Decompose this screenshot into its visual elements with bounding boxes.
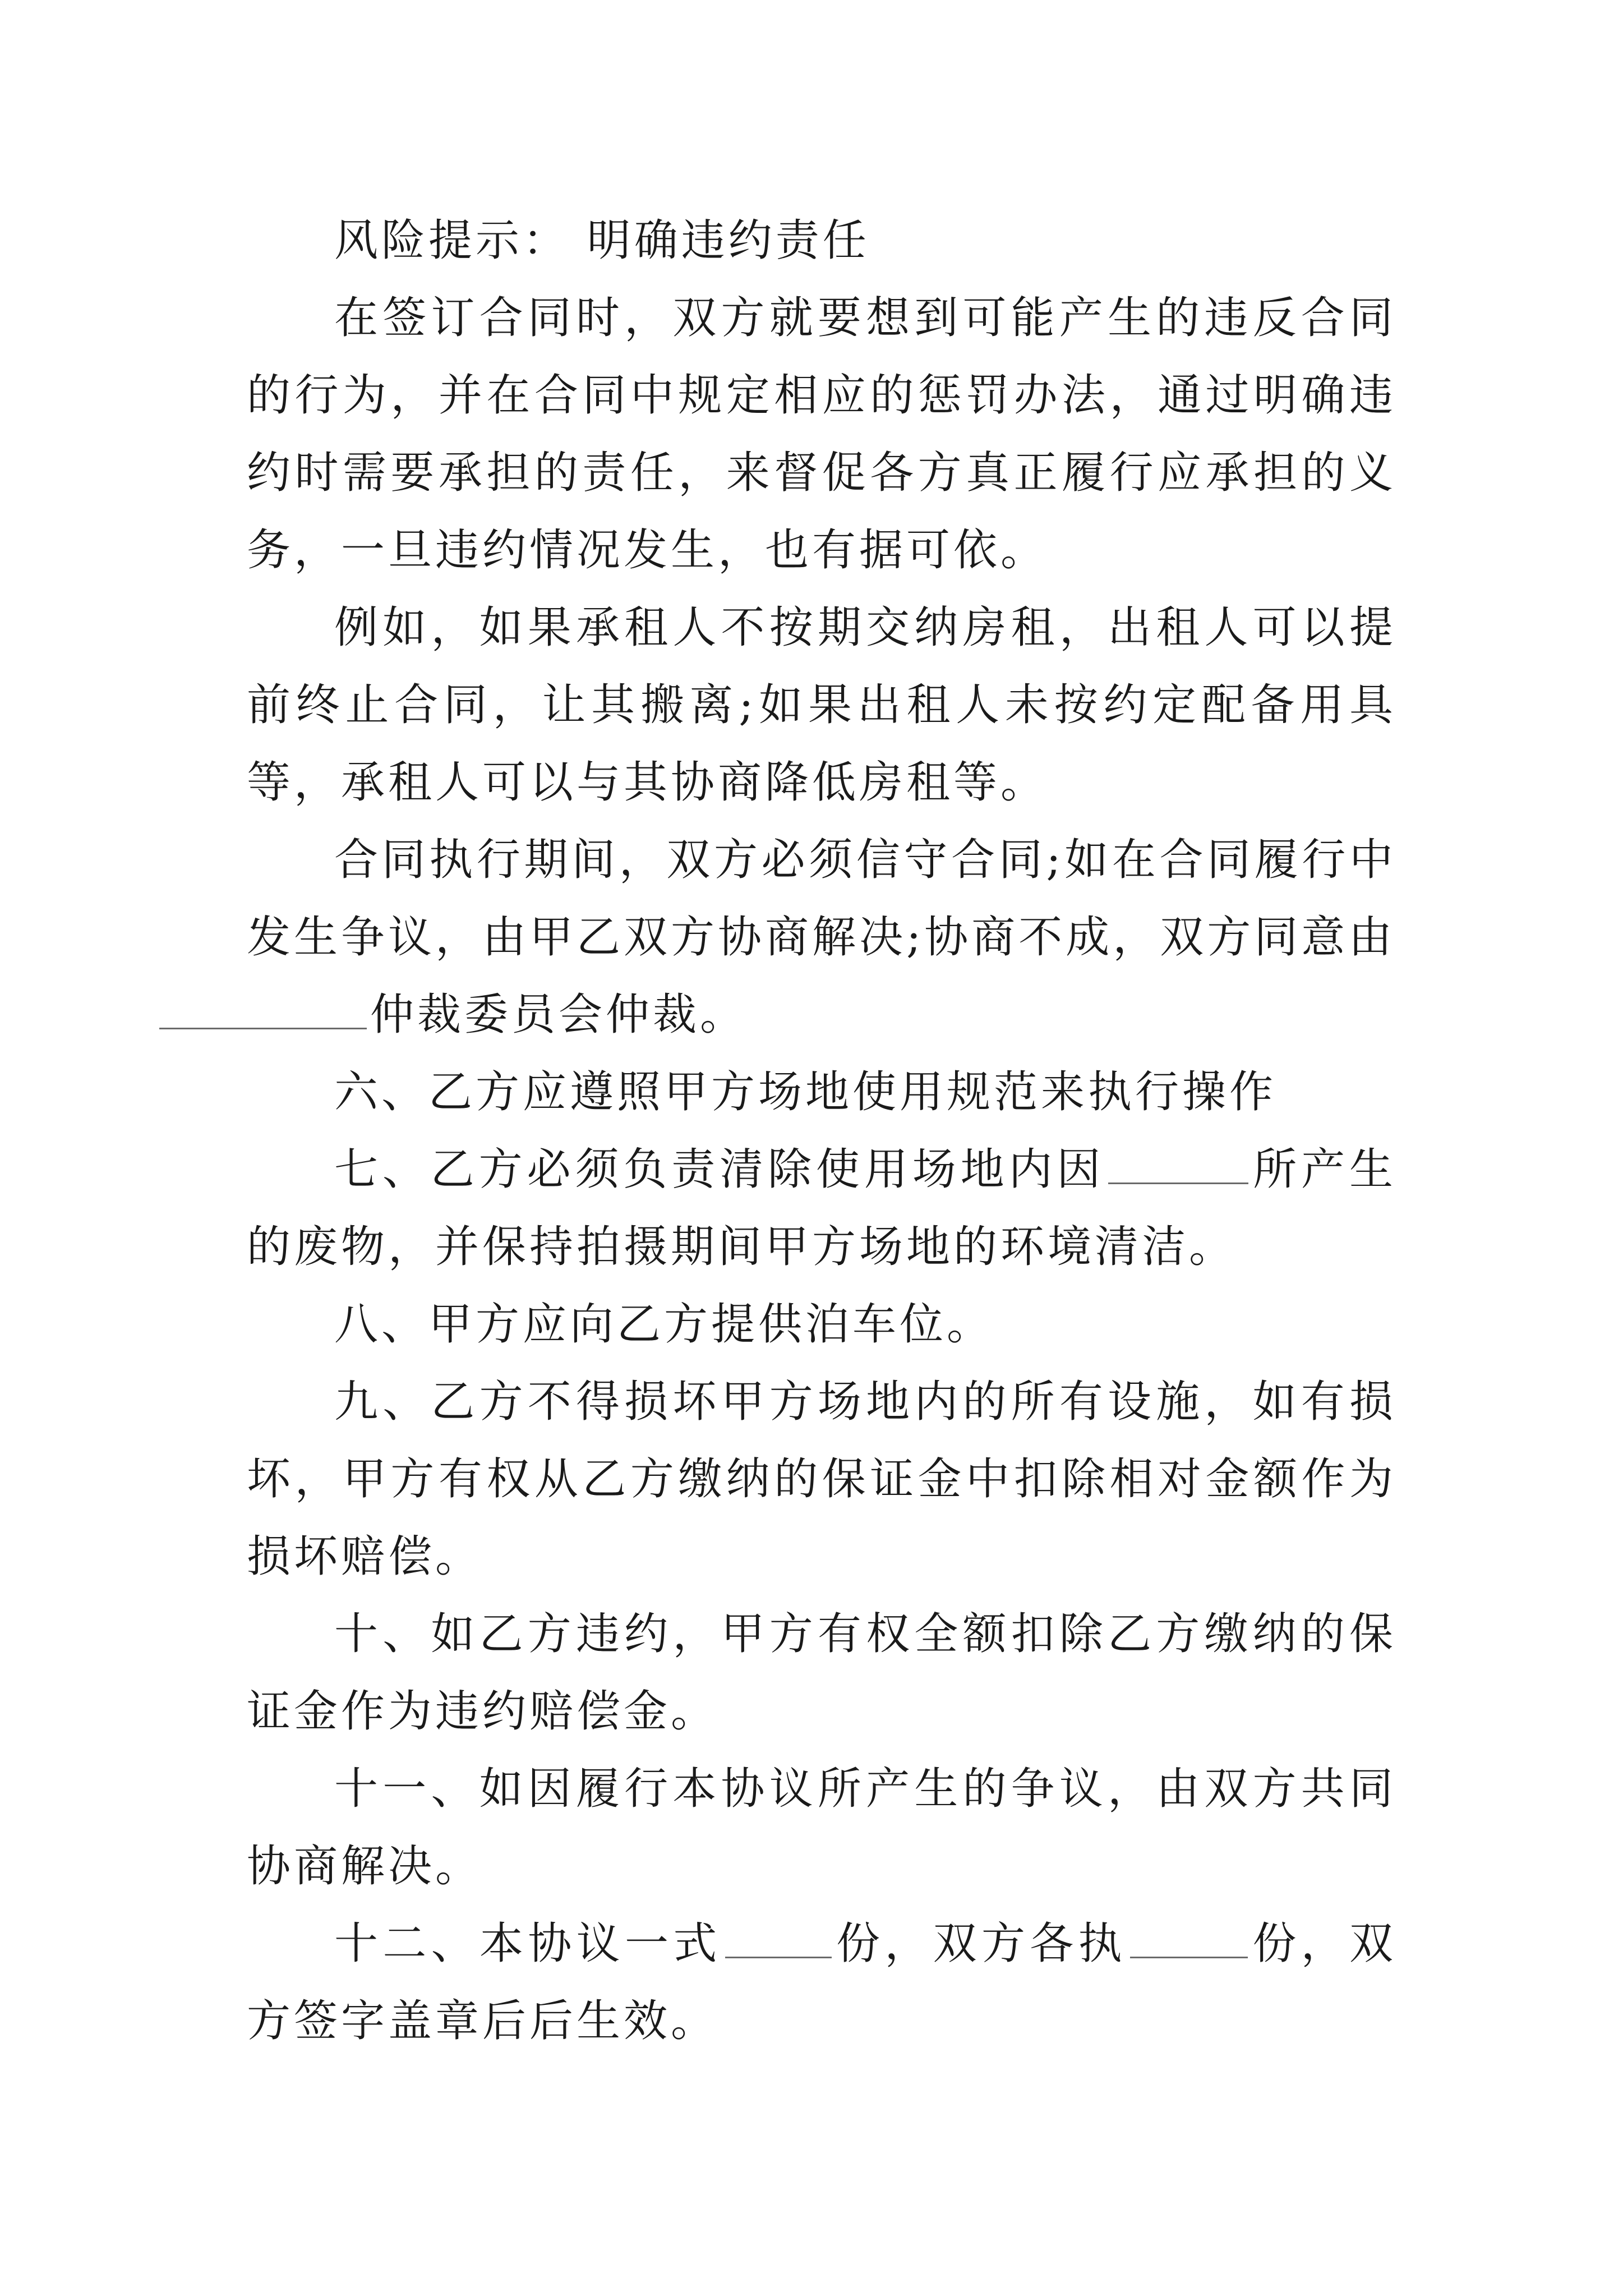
- paragraph-contract-execution-tail: 仲裁委员会仲裁。: [370, 990, 748, 1040]
- copies-total-blank[interactable]: [725, 1917, 832, 1958]
- paragraph-contract-execution: [247, 821, 1396, 1053]
- clause-6: 六、乙方应遵照甲方场地使用规范来执行操作: [334, 1067, 1277, 1117]
- clause-12: [247, 1905, 1396, 2060]
- clause-11: 十一、如因履行本协议所产生的争议，由双方共同协商解决。: [247, 1764, 1396, 1892]
- clause-8: 八、甲方应向乙方提供泊车位。: [334, 1299, 994, 1350]
- clause-12-text-start: 十二、本协议一式: [334, 1918, 722, 1969]
- clause-7-text-end: 所产生的废物，并保持拍摄期间甲方场地的环境清洁。: [247, 1144, 1396, 1272]
- clause-9: 九、乙方不得损坏甲方场地内的所有设施，如有损坏，甲方有权从乙方缴纳的保证金中扣除相对金额作为损坏赔偿。: [247, 1377, 1396, 1582]
- clause-7: [247, 1131, 1396, 1286]
- paragraph-example: 例如，如果承租人不按期交纳房租，出租人可以提前终止合同，让其搬离;如果出租人未按约定配备用具等，承租人可以与其协商降低房租等。: [247, 602, 1396, 808]
- paragraph-contract-execution-text: 合同执行期间，双方必须信守合同;如在合同履行中发生争议，由甲乙双方协商解决;协商不成，双方同意由: [247, 835, 1396, 963]
- clause-7-text-start: 七、乙方必须负责清除使用场地内因: [334, 1144, 1105, 1195]
- clause-7-blank[interactable]: [1108, 1143, 1248, 1184]
- paragraph-signing-contract: 在签订合同时，双方就要想到可能产生的违反合同的行为，并在合同中规定相应的惩罚办法，通过明确违约时需要承担的责任，来督促各方真正履行应承担的义务，一旦违约情况发生，也有据可依。: [247, 293, 1396, 576]
- clause-12-text-end: 份，双方签字盖章后后生效。: [247, 1918, 1396, 2046]
- risk-heading: 风险提示： 明确违约责任: [334, 215, 870, 266]
- arbitration-committee-blank[interactable]: [159, 988, 367, 1029]
- clause-10: 十、如乙方违约，甲方有权全额扣除乙方缴纳的保证金作为违约赔偿金。: [247, 1609, 1396, 1737]
- clause-12-text-mid: 份，双方各执: [834, 1918, 1127, 1969]
- copies-each-blank[interactable]: [1130, 1917, 1248, 1958]
- document-body: [247, 202, 1396, 2060]
